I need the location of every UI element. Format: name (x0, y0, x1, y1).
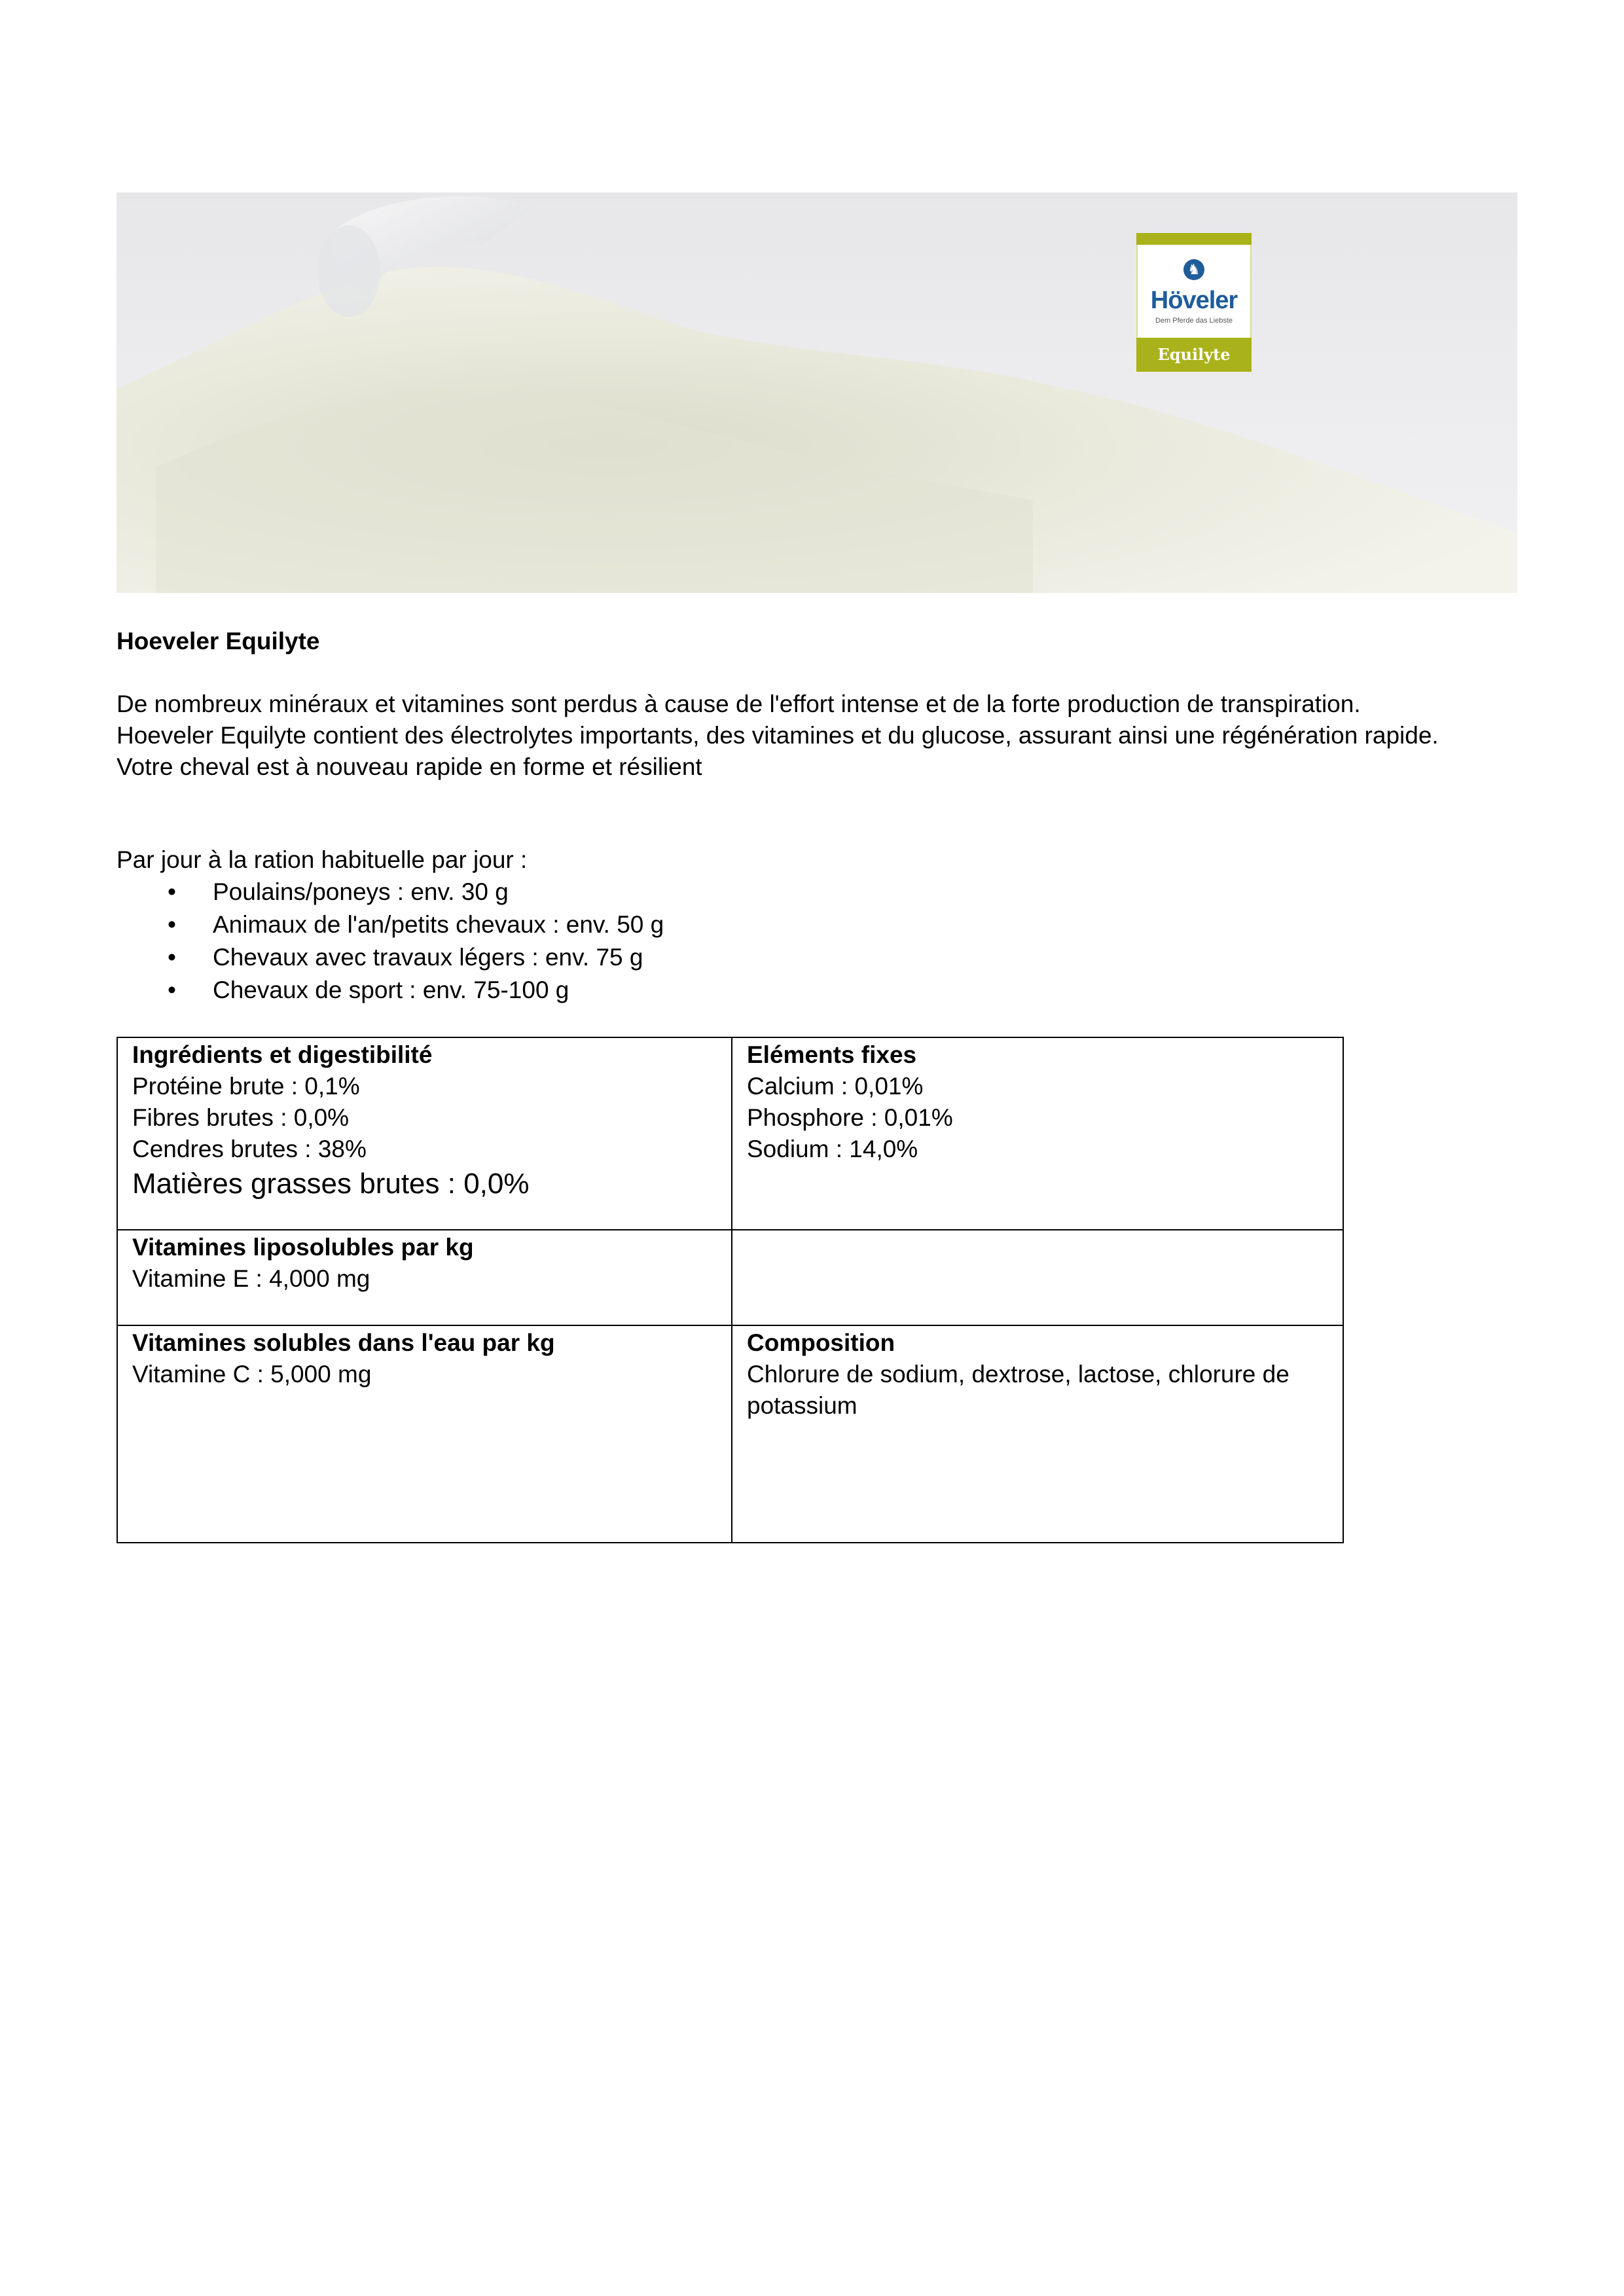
ingredient-line: Protéine brute : 0,1% (132, 1073, 360, 1100)
table-row (117, 1230, 1343, 1325)
composition-heading: Composition (747, 1329, 895, 1356)
table-row (117, 1037, 1343, 1230)
dosage-intro: Par jour à la ration habituelle par jour : (117, 846, 528, 873)
intro-line-3: Votre cheval est à nouveau rapide en forme et résilient (117, 753, 702, 780)
fixed-element-line: Phosphore : 0,01% (747, 1104, 953, 1131)
fixed-elements-heading: Eléments fixes (747, 1041, 917, 1068)
list-item (117, 941, 664, 974)
intro-paragraph (117, 689, 1517, 783)
powder-illustration (117, 192, 1517, 593)
nutrition-table (117, 1037, 1344, 1543)
logo-brand: Höveler (1150, 287, 1238, 314)
dosage-list (117, 876, 664, 1007)
empty-cell (732, 1230, 1343, 1325)
fat-soluble-cell (117, 1230, 732, 1325)
list-item (117, 974, 664, 1007)
horse-head-icon: ♞ (1183, 259, 1204, 280)
intro-line-1: De nombreux minéraux et vitamines sont perdus à cause de l'effort intense et de la forte production de transpiration. (117, 691, 1361, 717)
bullet-icon: • (168, 944, 176, 971)
vitamin-line: Vitamine C : 5,000 mg (132, 1361, 372, 1388)
fat-soluble-heading: Vitamines liposolubles par kg (132, 1234, 474, 1261)
ingredient-line: Fibres brutes : 0,0% (132, 1104, 350, 1131)
ingredients-cell (117, 1037, 732, 1230)
ingredient-line: Matières grasses brutes : 0,0% (132, 1168, 530, 1200)
list-item (117, 876, 664, 908)
dosage-item-text: Animaux de l'an/petits chevaux : env. 50 g (213, 911, 664, 938)
bullet-icon: • (168, 977, 176, 1003)
water-soluble-heading: Vitamines solubles dans l'eau par kg (132, 1329, 555, 1356)
list-item (117, 908, 664, 941)
bullet-icon: • (168, 878, 176, 905)
dosage-item-text: Poulains/poneys : env. 30 g (213, 878, 509, 905)
intro-line-2: Hoeveler Equilyte contient des électrolytes importants, des vitamines et du glucose, assurant ainsi une régénération rapide. (117, 722, 1439, 749)
fixed-elements-cell (732, 1037, 1343, 1230)
composition-text: Chlorure de sodium, dextrose, lactose, chlorure de potassium (747, 1361, 1290, 1419)
table-row (117, 1325, 1343, 1543)
hero-image (117, 192, 1517, 593)
logo-tagline: Dem Pferde das Liebste (1155, 317, 1233, 325)
brand-logo (1136, 233, 1252, 372)
dosage-item-text: Chevaux avec travaux légers : env. 75 g (213, 944, 643, 971)
logo-product: Equilyte (1136, 338, 1252, 372)
fixed-element-line: Calcium : 0,01% (747, 1073, 924, 1100)
vitamin-line: Vitamine E : 4,000 mg (132, 1265, 370, 1292)
composition-cell (732, 1325, 1343, 1543)
ingredients-heading: Ingrédients et digestibilité (132, 1041, 433, 1068)
dosage-item-text: Chevaux de sport : env. 75-100 g (213, 977, 569, 1003)
fixed-element-line: Sodium : 14,0% (747, 1136, 918, 1162)
product-title: Hoeveler Equilyte (117, 628, 320, 655)
bullet-icon: • (168, 911, 176, 938)
ingredient-line: Cendres brutes : 38% (132, 1136, 367, 1162)
logo-top-band (1136, 233, 1252, 245)
water-soluble-cell (117, 1325, 732, 1543)
